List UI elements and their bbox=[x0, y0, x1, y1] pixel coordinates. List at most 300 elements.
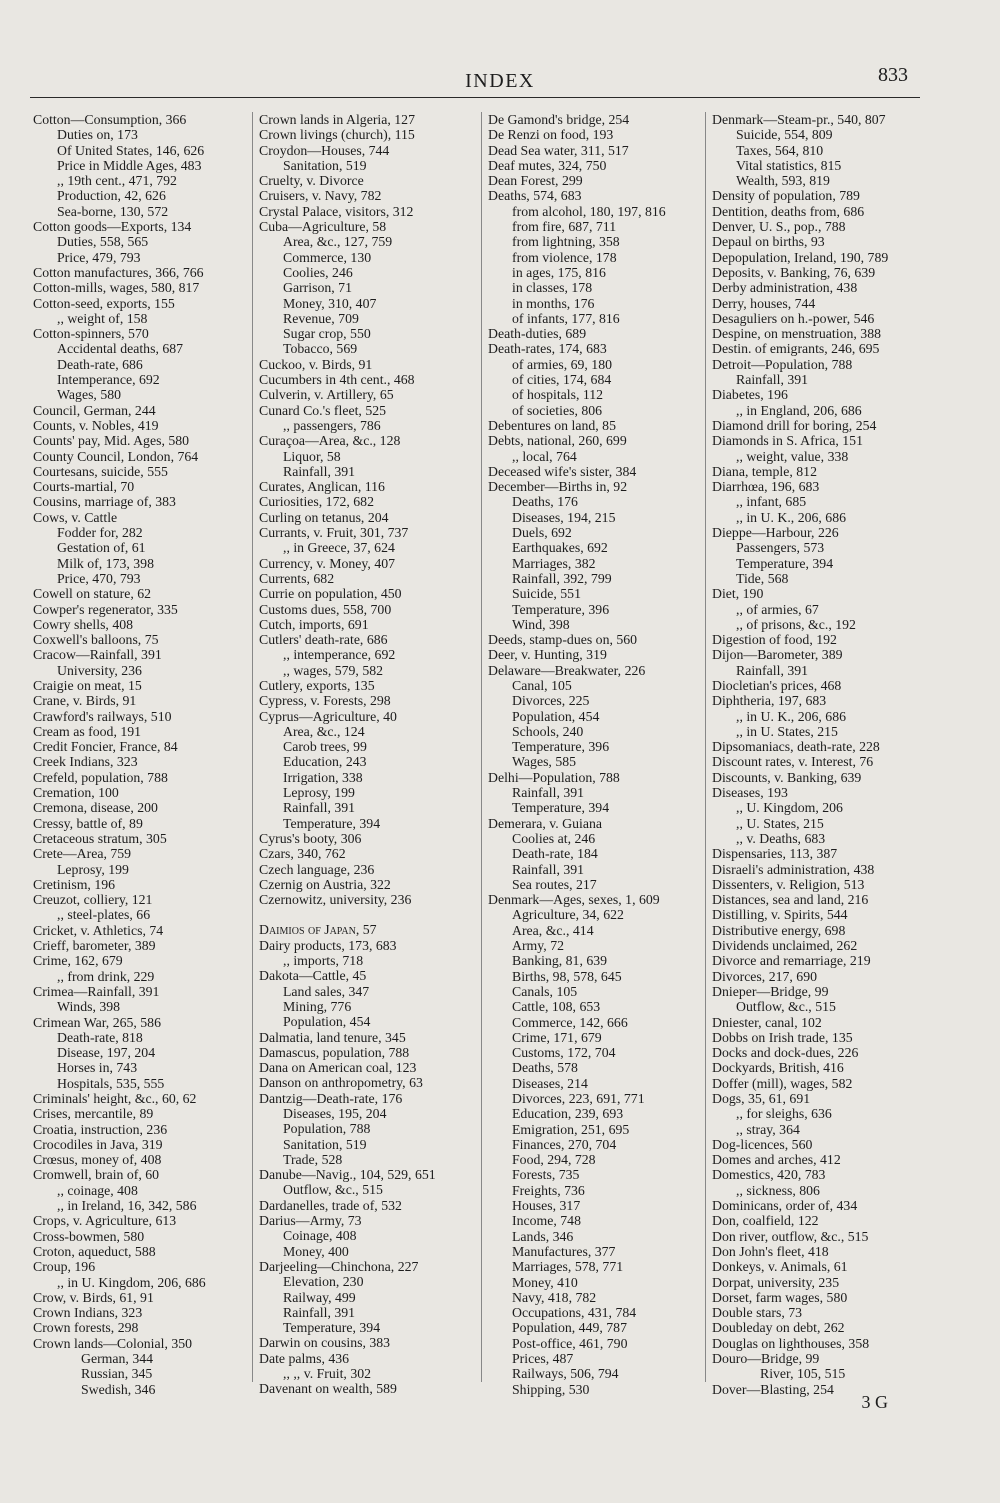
index-subentry: Revenue, 709 bbox=[283, 310, 359, 326]
index-entry: Cromwell, brain of, 60 bbox=[33, 1167, 160, 1183]
index-subentry: Shipping, 530 bbox=[512, 1381, 590, 1397]
index-entry: Czernowitz, university, 236 bbox=[259, 892, 412, 908]
index-entry: Craigie on meat, 15 bbox=[33, 677, 142, 693]
index-subentry: Gestation of, 61 bbox=[57, 540, 146, 556]
index-entry: Cracow—Rainfall, 391 bbox=[33, 647, 162, 663]
index-subentry: of infants, 177, 816 bbox=[512, 310, 620, 326]
index-entry: Dead Sea water, 311, 517 bbox=[488, 142, 629, 158]
index-subentry: Crime, 171, 679 bbox=[512, 1029, 602, 1045]
index-entry: Don John's fleet, 418 bbox=[712, 1243, 829, 1259]
page-title: INDEX bbox=[465, 70, 535, 92]
index-entry: Crawford's railways, 510 bbox=[33, 708, 172, 724]
index-entry: Counts, v. Nobles, 419 bbox=[33, 417, 159, 433]
index-entry: Divorces, 217, 690 bbox=[712, 968, 817, 984]
index-entry: Double stars, 73 bbox=[712, 1305, 803, 1321]
index-entry: Cruisers, v. Navy, 782 bbox=[259, 188, 382, 204]
index-subentry: Wealth, 593, 819 bbox=[736, 173, 830, 189]
index-entry: Diabetes, 196 bbox=[712, 387, 788, 403]
index-entry: Death-duties, 689 bbox=[488, 326, 587, 342]
index-subentry: Coolies, 246 bbox=[283, 264, 353, 280]
index-entry: Crown Indians, 323 bbox=[33, 1305, 143, 1321]
index-subentry: Irrigation, 338 bbox=[283, 769, 363, 785]
index-entry: Dover—Blasting, 254 bbox=[712, 1381, 834, 1397]
index-subentry: Tobacco, 569 bbox=[283, 341, 358, 357]
index-entry: Davenant on wealth, 589 bbox=[259, 1381, 397, 1397]
index-entry: Cremona, disease, 200 bbox=[33, 800, 158, 816]
index-subentry: Price, 470, 793 bbox=[57, 570, 141, 586]
index-subentry: Rainfall, 392, 799 bbox=[512, 570, 612, 586]
index-entry: Czernig on Austria, 322 bbox=[259, 876, 391, 892]
index-entry: Counts' pay, Mid. Ages, 580 bbox=[33, 433, 190, 449]
index-subentry: Leprosy, 199 bbox=[57, 861, 129, 877]
index-entry: Domes and arches, 412 bbox=[712, 1152, 841, 1168]
index-entry: Death-rates, 174, 683 bbox=[488, 341, 607, 357]
index-subentry: Price, 479, 793 bbox=[57, 249, 141, 265]
index-entry: Cuba—Agriculture, 58 bbox=[259, 219, 387, 235]
index-subentry: German, 344 bbox=[81, 1351, 154, 1367]
index-subentry: ,, from drink, 229 bbox=[57, 968, 155, 984]
index-entry: Croup, 196 bbox=[33, 1259, 96, 1275]
index-entry: Deceased wife's sister, 384 bbox=[488, 463, 637, 479]
index-entry: Don, coalfield, 122 bbox=[712, 1213, 819, 1229]
index-subentry: Education, 243 bbox=[283, 754, 367, 770]
index-entry: December—Births in, 92 bbox=[488, 479, 628, 495]
index-subentry: Rainfall, 391 bbox=[736, 662, 809, 678]
index-subentry: Area, &c., 124 bbox=[283, 723, 365, 739]
index-subentry: Sugar crop, 550 bbox=[283, 326, 371, 342]
index-subentry: Death-rate, 686 bbox=[57, 356, 143, 372]
index-subentry: from alcohol, 180, 197, 816 bbox=[512, 203, 666, 219]
index-entry: Demerara, v. Guiana bbox=[488, 815, 603, 831]
index-subentry: Marriages, 382 bbox=[512, 555, 596, 571]
index-entry: Disraeli's administration, 438 bbox=[712, 861, 875, 877]
index-entry: Deaths, 574, 683 bbox=[488, 188, 582, 204]
index-entry: Detroit—Population, 788 bbox=[712, 356, 853, 372]
index-subentry: Rainfall, 391 bbox=[283, 800, 356, 816]
index-subentry: Money, 400 bbox=[283, 1243, 349, 1259]
index-subentry: Temperature, 396 bbox=[512, 601, 610, 617]
index-entry: Cutch, imports, 691 bbox=[259, 616, 369, 632]
index-entry: Crieff, barometer, 389 bbox=[33, 938, 156, 954]
index-subentry: ,, of armies, 67 bbox=[736, 601, 819, 617]
index-subentry: Population, 788 bbox=[283, 1121, 371, 1137]
index-entry: Cretinism, 196 bbox=[33, 876, 116, 892]
index-entry: Diana, temple, 812 bbox=[712, 463, 817, 479]
index-subentry: Commerce, 142, 666 bbox=[512, 1014, 628, 1030]
index-entry: Credit Foncier, France, 84 bbox=[33, 739, 178, 755]
index-subentry: Income, 748 bbox=[512, 1213, 581, 1229]
index-entry: Crown lands—Colonial, 350 bbox=[33, 1335, 193, 1351]
page-number: 833 bbox=[878, 64, 908, 86]
index-entry: Crown lands in Algeria, 127 bbox=[259, 112, 415, 127]
index-entry: Cotton-mills, wages, 580, 817 bbox=[33, 280, 200, 296]
index-entry: Diamonds in S. Africa, 151 bbox=[712, 433, 863, 449]
section-gap bbox=[259, 907, 474, 922]
index-entry: Customs dues, 558, 700 bbox=[259, 601, 392, 617]
index-subentry: Manufactures, 377 bbox=[512, 1243, 616, 1259]
index-entry: Denmark—Steam-pr., 540, 807 bbox=[712, 112, 886, 127]
index-subentry: Tide, 568 bbox=[736, 570, 789, 586]
index-entry: Culverin, v. Artillery, 65 bbox=[259, 387, 394, 403]
index-subentry: ,, in England, 206, 686 bbox=[736, 402, 862, 418]
index-entry: Danson on anthropometry, 63 bbox=[259, 1075, 423, 1091]
index-subentry: Outflow, &c., 515 bbox=[736, 999, 836, 1015]
index-subentry: Schools, 240 bbox=[512, 723, 584, 739]
index-entry: Denver, U. S., pop., 788 bbox=[712, 219, 846, 235]
index-subentry: Outflow, &c., 515 bbox=[283, 1182, 383, 1198]
index-entry: Cruelty, v. Divorce bbox=[259, 173, 364, 189]
index-entry: Diphtheria, 197, 683 bbox=[712, 693, 827, 709]
index-entry: Dentition, deaths from, 686 bbox=[712, 203, 865, 219]
index-entry: Darius—Army, 73 bbox=[259, 1213, 362, 1229]
index-subentry: Coinage, 408 bbox=[283, 1228, 357, 1244]
index-subentry: Hospitals, 535, 555 bbox=[57, 1075, 165, 1091]
index-subentry: ,, coinage, 408 bbox=[57, 1182, 138, 1198]
index-entry: Darwin on cousins, 383 bbox=[259, 1335, 391, 1351]
index-subentry: in months, 176 bbox=[512, 295, 595, 311]
index-entry: Czech language, 236 bbox=[259, 861, 375, 877]
index-entry: Cotton—Consumption, 366 bbox=[33, 112, 187, 127]
index-entry: Discount rates, v. Interest, 76 bbox=[712, 754, 874, 770]
index-subentry: Elevation, 230 bbox=[283, 1274, 364, 1290]
index-subentry: ,, ,, v. Fruit, 302 bbox=[283, 1366, 372, 1382]
index-subentry: Price in Middle Ages, 483 bbox=[57, 157, 202, 173]
index-entry: Currents, 682 bbox=[259, 570, 335, 586]
index-entry: Cressy, battle of, 89 bbox=[33, 815, 143, 831]
index-entry: Dieppe—Harbour, 226 bbox=[712, 525, 839, 541]
index-subentry: from lightning, 358 bbox=[512, 234, 620, 250]
index-entry: Criminals' height, &c., 60, 62 bbox=[33, 1091, 197, 1106]
page-header bbox=[0, 64, 1000, 100]
index-entry: De Renzi on food, 193 bbox=[488, 127, 614, 143]
index-subentry: ,, U. States, 215 bbox=[736, 815, 824, 831]
index-subentry: Liquor, 58 bbox=[283, 448, 341, 464]
index-entry: Crown livings (church), 115 bbox=[259, 127, 415, 143]
index-entry: Dispensaries, 113, 387 bbox=[712, 846, 838, 862]
index-entry: Don river, outflow, &c., 515 bbox=[712, 1228, 869, 1244]
index-entry: Crystal Palace, visitors, 312 bbox=[259, 203, 414, 219]
index-entry: Cowry shells, 408 bbox=[33, 616, 134, 632]
index-entry: Cremation, 100 bbox=[33, 785, 119, 801]
index-subentry: ,, in U. K., 206, 686 bbox=[736, 708, 846, 724]
index-subentry: ,, in Ireland, 16, 342, 586 bbox=[57, 1198, 197, 1214]
index-subentry: Agriculture, 34, 622 bbox=[512, 907, 624, 923]
index-entry: Cucumbers in 4th cent., 468 bbox=[259, 372, 415, 388]
index-subentry: Temperature, 394 bbox=[736, 555, 834, 571]
index-entry: Coxwell's balloons, 75 bbox=[33, 632, 159, 648]
index-entry: Desaguliers on h.-power, 546 bbox=[712, 310, 875, 326]
index-entry: Curaçoa—Area, &c., 128 bbox=[259, 433, 401, 449]
index-entry: Cricket, v. Athletics, 74 bbox=[33, 922, 164, 938]
index-entry: Dantzig—Death-rate, 176 bbox=[259, 1090, 403, 1106]
index-entry: Deer, v. Hunting, 319 bbox=[488, 647, 607, 663]
index-subentry: Sanitation, 519 bbox=[283, 1136, 367, 1152]
index-subentry: Death-rate, 818 bbox=[57, 1029, 143, 1045]
index-subentry: in classes, 178 bbox=[512, 280, 593, 296]
index-entry: Czars, 340, 762 bbox=[259, 846, 346, 862]
index-entry: Dobbs on Irish trade, 135 bbox=[712, 1029, 853, 1045]
index-subentry: of societies, 806 bbox=[512, 402, 603, 418]
index-entry: Cowell on stature, 62 bbox=[33, 586, 152, 602]
index-entry: Debts, national, 260, 699 bbox=[488, 433, 627, 449]
index-entry: Crocodiles in Java, 319 bbox=[33, 1136, 163, 1152]
index-entry: Discounts, v. Banking, 639 bbox=[712, 769, 862, 785]
index-entry: Cunard Co.'s fleet, 525 bbox=[259, 402, 387, 418]
index-subentry: Money, 310, 407 bbox=[283, 295, 377, 311]
index-entry: Deeds, stamp-dues on, 560 bbox=[488, 632, 638, 648]
index-subentry: Divorces, 223, 691, 771 bbox=[512, 1091, 645, 1106]
index-entry: Despine, on menstruation, 388 bbox=[712, 326, 881, 342]
index-subentry: ,, imports, 718 bbox=[283, 953, 364, 969]
index-entry: Cotton goods—Exports, 134 bbox=[33, 219, 192, 235]
index-entry: Dogs, 35, 61, 691 bbox=[712, 1091, 811, 1106]
index-entry: Dairy products, 173, 683 bbox=[259, 937, 397, 953]
index-subentry: Garrison, 71 bbox=[283, 280, 352, 296]
index-subentry: Rainfall, 391 bbox=[512, 861, 585, 877]
index-subentry: Houses, 317 bbox=[512, 1198, 581, 1214]
index-entry: Cyprus—Agriculture, 40 bbox=[259, 708, 397, 724]
index-entry: Diseases, 193 bbox=[712, 785, 788, 801]
index-entry: Curling on tetanus, 204 bbox=[259, 509, 389, 525]
index-subentry: Population, 454 bbox=[512, 708, 600, 724]
index-subentry: Area, &c., 127, 759 bbox=[283, 234, 393, 250]
index-subentry: Finances, 270, 704 bbox=[512, 1136, 617, 1152]
index-entry: Cretaceous stratum, 305 bbox=[33, 830, 167, 846]
index-subentry: Food, 294, 728 bbox=[512, 1152, 596, 1168]
index-entry: Crimea—Rainfall, 391 bbox=[33, 983, 160, 999]
index-subentry: Rainfall, 391 bbox=[283, 1304, 356, 1320]
index-subentry: ,, U. Kingdom, 206 bbox=[736, 800, 843, 816]
index-subentry: Wages, 580 bbox=[57, 387, 122, 403]
index-entry: Dorpat, university, 235 bbox=[712, 1274, 840, 1290]
index-subentry: Suicide, 554, 809 bbox=[736, 127, 833, 143]
index-subentry: Lands, 346 bbox=[512, 1228, 574, 1244]
index-subentry: Divorces, 225 bbox=[512, 693, 590, 709]
index-subentry: from fire, 687, 711 bbox=[512, 219, 617, 235]
index-entry: Crane, v. Birds, 91 bbox=[33, 693, 137, 709]
index-subentry: Sea routes, 217 bbox=[512, 876, 597, 892]
index-entry: Cotton-spinners, 570 bbox=[33, 326, 149, 342]
index-entry: Creek Indians, 323 bbox=[33, 754, 138, 770]
index-entry: Docks and dock-dues, 226 bbox=[712, 1045, 859, 1061]
index-subentry: Navy, 418, 782 bbox=[512, 1289, 597, 1305]
index-subentry: Railways, 506, 794 bbox=[512, 1366, 619, 1382]
index-subentry: ,, in U. Kingdom, 206, 686 bbox=[57, 1274, 206, 1290]
index-subentry: Temperature, 394 bbox=[283, 815, 381, 831]
index-subentry: Duties, 558, 565 bbox=[57, 234, 149, 250]
index-entry: Cowper's regenerator, 335 bbox=[33, 601, 178, 617]
index-entry: Cream as food, 191 bbox=[33, 723, 142, 739]
index-subentry: Accidental deaths, 687 bbox=[57, 341, 184, 357]
index-subentry: of cities, 174, 684 bbox=[512, 372, 612, 388]
index-entry: Depopulation, Ireland, 190, 789 bbox=[712, 249, 889, 265]
index-entry: Courts-martial, 70 bbox=[33, 479, 135, 495]
index-entry: Currency, v. Money, 407 bbox=[259, 555, 396, 571]
index-subentry: Diseases, 195, 204 bbox=[283, 1106, 387, 1121]
index-subentry: Wages, 585 bbox=[512, 754, 577, 770]
index-subentry: Leprosy, 199 bbox=[283, 785, 355, 801]
index-subentry: Swedish, 346 bbox=[81, 1381, 156, 1397]
index-subentry: Suicide, 551 bbox=[512, 586, 581, 602]
index-entry: Crown forests, 298 bbox=[33, 1320, 139, 1336]
header-rule bbox=[30, 97, 920, 98]
index-subentry: ,, infant, 685 bbox=[736, 494, 807, 510]
index-entry: Cutlery, exports, 135 bbox=[259, 677, 375, 693]
index-entry: Cuckoo, v. Birds, 91 bbox=[259, 356, 373, 372]
index-entry: Dakota—Cattle, 45 bbox=[259, 968, 367, 984]
index-subentry: River, 105, 515 bbox=[760, 1366, 846, 1382]
index-entry: Crete—Area, 759 bbox=[33, 846, 132, 862]
index-entry: Crow, v. Birds, 61, 91 bbox=[33, 1289, 154, 1305]
index-subentry: Trade, 528 bbox=[283, 1151, 343, 1167]
index-entry: Dnieper—Bridge, 99 bbox=[712, 983, 829, 999]
index-subentry: Temperature, 394 bbox=[512, 800, 610, 816]
index-subentry: Rainfall, 391 bbox=[736, 372, 809, 388]
index-subentry: Prices, 487 bbox=[512, 1351, 574, 1367]
index-subentry: ,, 19th cent., 471, 792 bbox=[57, 173, 177, 189]
index-subentry: Army, 72 bbox=[512, 938, 564, 954]
index-entry: Density of population, 789 bbox=[712, 188, 860, 204]
index-entry: Danube—Navig., 104, 529, 651 bbox=[259, 1167, 436, 1183]
index-entry: Delhi—Population, 788 bbox=[488, 769, 620, 785]
index-subentry: Canal, 105 bbox=[512, 677, 572, 693]
index-subentry: Rainfall, 391 bbox=[283, 463, 356, 479]
index-subentry: Vital statistics, 815 bbox=[736, 157, 842, 173]
index-column-4 bbox=[705, 112, 927, 1397]
index-subentry: Population, 454 bbox=[283, 1014, 371, 1030]
index-entry: Curates, Anglican, 116 bbox=[259, 479, 385, 495]
index-entry: Deaf mutes, 324, 750 bbox=[488, 157, 607, 173]
index-subentry: ,, steel-plates, 66 bbox=[57, 907, 151, 923]
index-entry: Cotton manufactures, 366, 766 bbox=[33, 264, 204, 280]
index-subentry: Deaths, 176 bbox=[512, 494, 578, 510]
index-subentry: of hospitals, 112 bbox=[512, 387, 604, 403]
index-subentry: Railway, 499 bbox=[283, 1289, 356, 1305]
index-entry: Crœsus, money of, 408 bbox=[33, 1152, 162, 1168]
index-entry: Dividends unclaimed, 262 bbox=[712, 938, 858, 954]
index-subentry: Diseases, 214 bbox=[512, 1075, 588, 1091]
index-entry: Distilling, v. Spirits, 544 bbox=[712, 907, 848, 923]
index-entry: Cyrus's booty, 306 bbox=[259, 830, 362, 846]
index-subentry: Forests, 735 bbox=[512, 1167, 580, 1183]
index-entry: Cypress, v. Forests, 298 bbox=[259, 693, 391, 709]
index-subentry: Coolies at, 246 bbox=[512, 830, 596, 846]
index-subentry: Disease, 197, 204 bbox=[57, 1045, 156, 1061]
index-entry: Delaware—Breakwater, 226 bbox=[488, 662, 646, 678]
index-entry: Date palms, 436 bbox=[259, 1350, 350, 1366]
index-subentry: ,, local, 764 bbox=[512, 448, 577, 464]
index-subentry: Winds, 398 bbox=[57, 999, 121, 1015]
index-subentry: Fodder for, 282 bbox=[57, 525, 143, 541]
index-subentry: Education, 239, 693 bbox=[512, 1106, 624, 1122]
index-entry: Doubleday on debt, 262 bbox=[712, 1320, 845, 1336]
index-entry: Darjeeling—Chinchona, 227 bbox=[259, 1258, 419, 1274]
index-subentry: Death-rate, 184 bbox=[512, 846, 598, 862]
index-subentry: ,, in Greece, 37, 624 bbox=[283, 540, 395, 556]
index-entry: Currants, v. Fruit, 301, 737 bbox=[259, 525, 409, 541]
index-subentry: Intemperance, 692 bbox=[57, 372, 160, 388]
index-entry: Cousins, marriage of, 383 bbox=[33, 494, 176, 510]
index-subentry: Post-office, 461, 790 bbox=[512, 1335, 628, 1351]
index-subentry: ,, weight, value, 338 bbox=[736, 448, 849, 464]
index-subentry: ,, in U. K., 206, 686 bbox=[736, 509, 846, 525]
index-entry: Crimean War, 265, 586 bbox=[33, 1014, 161, 1030]
index-entry: Dalmatia, land tenure, 345 bbox=[259, 1029, 406, 1045]
index-entry: Diarrhœa, 196, 683 bbox=[712, 479, 820, 495]
index-entry: Doffer (mill), wages, 582 bbox=[712, 1075, 853, 1091]
index-subentry: Sea-borne, 130, 572 bbox=[57, 203, 169, 219]
index-entry: Crises, mercantile, 89 bbox=[33, 1106, 154, 1122]
index-subentry: Temperature, 394 bbox=[283, 1320, 381, 1336]
index-subentry: Banking, 81, 639 bbox=[512, 953, 608, 969]
index-subentry: Earthquakes, 692 bbox=[512, 540, 608, 556]
index-entry: Currie on population, 450 bbox=[259, 586, 402, 602]
index-entry: Dean Forest, 299 bbox=[488, 173, 583, 189]
index-entry: Dissenters, v. Religion, 513 bbox=[712, 876, 865, 892]
index-subentry: Duties on, 173 bbox=[57, 127, 138, 143]
index-entry: County Council, London, 764 bbox=[33, 448, 199, 464]
index-entry: Depaul on births, 93 bbox=[712, 234, 825, 250]
index-entry: Derry, houses, 744 bbox=[712, 295, 816, 311]
index-subentry: Wind, 398 bbox=[512, 616, 570, 632]
index-entry: Dniester, canal, 102 bbox=[712, 1014, 822, 1030]
index-entry: Cutlers' death-rate, 686 bbox=[259, 632, 388, 648]
index-entry: Curiosities, 172, 682 bbox=[259, 494, 374, 510]
index-entry: Croydon—Houses, 744 bbox=[259, 142, 390, 158]
index-entry: De Gamond's bridge, 254 bbox=[488, 112, 630, 127]
index-entry: Donkeys, v. Animals, 61 bbox=[712, 1259, 848, 1275]
index-subentry: ,, intemperance, 692 bbox=[283, 647, 396, 663]
index-entry: Derby administration, 438 bbox=[712, 280, 858, 296]
index-entry: Daimios of Japan, 57 bbox=[259, 922, 377, 938]
index-entry: Dorset, farm wages, 580 bbox=[712, 1289, 848, 1305]
index-entry: Croatia, instruction, 236 bbox=[33, 1121, 168, 1137]
index-subentry: ,, v. Deaths, 683 bbox=[736, 830, 826, 846]
index-subentry: Cattle, 108, 653 bbox=[512, 999, 601, 1015]
index-subentry: ,, for sleighs, 636 bbox=[736, 1106, 832, 1122]
index-subentry: Mining, 776 bbox=[283, 998, 352, 1014]
index-entry: Crime, 162, 679 bbox=[33, 953, 123, 969]
index-entry: Dipsomaniacs, death-rate, 228 bbox=[712, 739, 880, 755]
index-subentry: Sanitation, 519 bbox=[283, 157, 367, 173]
index-subentry: Marriages, 578, 771 bbox=[512, 1259, 624, 1275]
index-entry: Dockyards, British, 416 bbox=[712, 1060, 844, 1076]
index-subentry: Canals, 105 bbox=[512, 983, 578, 999]
index-entry: Courtesans, suicide, 555 bbox=[33, 463, 168, 479]
index-subentry: Rainfall, 391 bbox=[512, 785, 585, 801]
index-subentry: ,, wages, 579, 582 bbox=[283, 662, 384, 678]
index-subentry: Milk of, 173, 398 bbox=[57, 555, 154, 571]
index-entry: Dominicans, order of, 434 bbox=[712, 1198, 858, 1214]
index-subentry: ,, of prisons, &c., 192 bbox=[736, 616, 856, 632]
index-subentry: Taxes, 564, 810 bbox=[736, 142, 824, 158]
index-entry: Diet, 190 bbox=[712, 586, 764, 602]
index-entry: Cross-bowmen, 580 bbox=[33, 1228, 145, 1244]
index-column-2 bbox=[252, 112, 474, 1397]
index-subentry: Russian, 345 bbox=[81, 1366, 153, 1382]
index-subentry: Area, &c., 414 bbox=[512, 922, 594, 938]
index-subentry: Of United States, 146, 626 bbox=[57, 142, 205, 158]
index-subentry: University, 236 bbox=[57, 662, 142, 678]
index-entry: Council, German, 244 bbox=[33, 402, 156, 418]
index-subentry: Occupations, 431, 784 bbox=[512, 1305, 637, 1321]
index-entry: Dana on American coal, 123 bbox=[259, 1060, 417, 1076]
index-subentry: Carob trees, 99 bbox=[283, 739, 367, 755]
index-entry: Denmark—Ages, sexes, 1, 609 bbox=[488, 892, 660, 908]
index-subentry: ,, sickness, 806 bbox=[736, 1182, 820, 1198]
index-entry: Crefeld, population, 788 bbox=[33, 769, 168, 785]
index-column-3 bbox=[481, 112, 703, 1397]
